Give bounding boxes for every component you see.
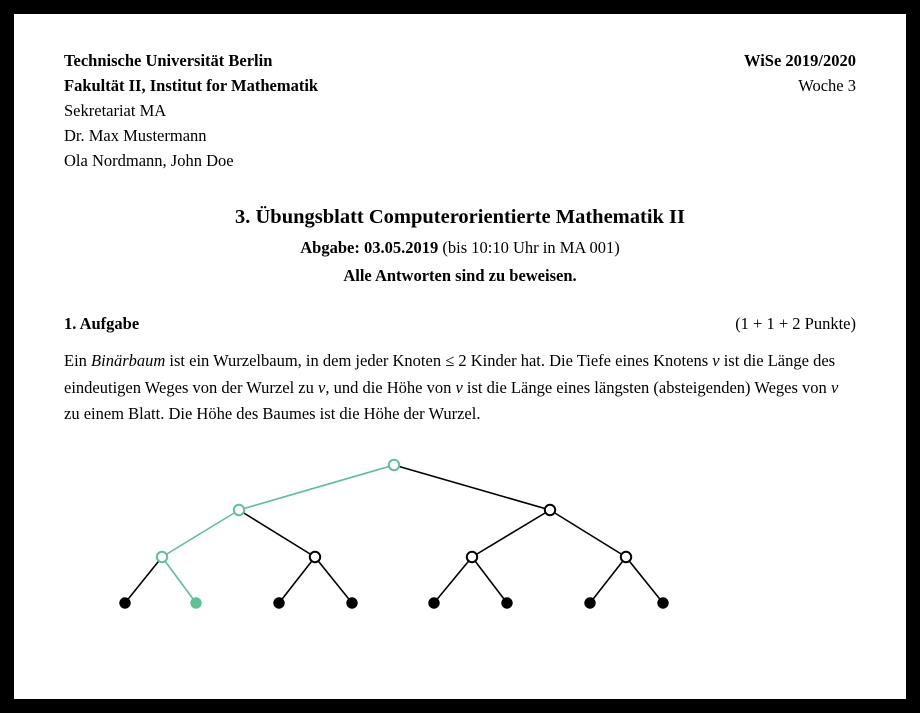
tree-edge [590,557,626,603]
tree-edge [315,557,352,603]
faculty-name: Fakultät II, Institut for Mathematik [64,76,319,95]
week-label: Woche 3 [798,76,856,95]
var-v-3: v [455,377,463,397]
tree-node-n-l [234,504,244,514]
assistants-names: Ola Nordmann, John Doe [64,151,234,170]
answers-note: Alle Antworten sind zu beweisen. [343,266,577,285]
page-title: 3. Übungsblatt Computerorientierte Mathematik II [234,206,686,228]
tree-edge [434,557,472,603]
tree-edge [472,510,550,557]
tree-node-l-5 [429,597,439,607]
lecturer-name: Dr. Max Mustermann [64,126,207,145]
tree-node-n-rl [467,551,477,561]
tree-edge [162,557,196,603]
tree-node-l-7 [585,597,595,607]
tree-edge [239,510,315,557]
tree-node-n-ll [157,551,167,561]
document-header [64,48,856,173]
tree-edge [550,510,626,557]
task-paragraph [64,348,856,428]
para-seg-4: , und die Höhe von [325,377,456,397]
binary-tree-svg [64,448,856,628]
para-seg-6: zu einem Blatt. Die Höhe des Baumes ist die Höhe der Wurzel. [64,404,481,423]
para-seg-2: ist ein Wurzelbaum, in dem jeder Knoten ≤ 2 Kinder hat. Die Tiefe eines Knotens [165,351,713,370]
deadline-bold: Abgabe: 03.05.2019 [300,238,439,257]
tree-edge [626,557,663,603]
task-heading-row [64,314,856,334]
university-name: Technische Universität Berlin [64,51,273,70]
secretariat-label: Sekretariat MA [64,101,167,120]
term-binaerbaum: Binärbaum [91,351,166,370]
var-v-1: v [712,351,720,370]
binary-tree-figure [64,448,856,628]
tree-edge [279,557,315,603]
header-line-2 [64,73,856,98]
tree-node-l-3 [274,597,284,607]
tree-node-n-r [545,504,555,514]
task-label: 1. Aufgabe [64,314,140,333]
para-seg-1: Ein [64,351,92,370]
tree-node-l-6 [502,597,512,607]
tree-node-n-rr [621,551,631,561]
header-line-1 [64,48,856,73]
tree-edge [125,557,162,603]
tree-edge [394,465,550,510]
var-v-4: v [830,377,839,397]
tree-edge [239,465,394,510]
para-seg-5: ist die Länge eines längsten (absteigenden) Weges von [462,377,831,397]
tree-edge [472,557,507,603]
tree-node-l-2 [191,597,201,607]
semester-label: WiSe 2019/2020 [744,51,856,70]
tree-node-n-lr [310,551,320,561]
deadline-rest: (bis 10:10 Uhr in MA 001) [438,238,620,257]
tree-node-l-4 [347,597,357,607]
document-content [64,48,856,628]
tree-node-root [389,459,399,469]
tree-node-l-1 [120,597,130,607]
tree-edge [162,510,239,557]
var-v-2: v [317,377,326,397]
para-seg-3: ist die Länge des eindeutigen Weges von der Wurzel zu [64,351,836,397]
title-block [64,203,856,289]
document-page [14,14,906,699]
tree-node-l-8 [658,597,668,607]
deadline-line [64,235,856,261]
task-points: (1 + 1 + 2 Punkte) [735,314,856,333]
